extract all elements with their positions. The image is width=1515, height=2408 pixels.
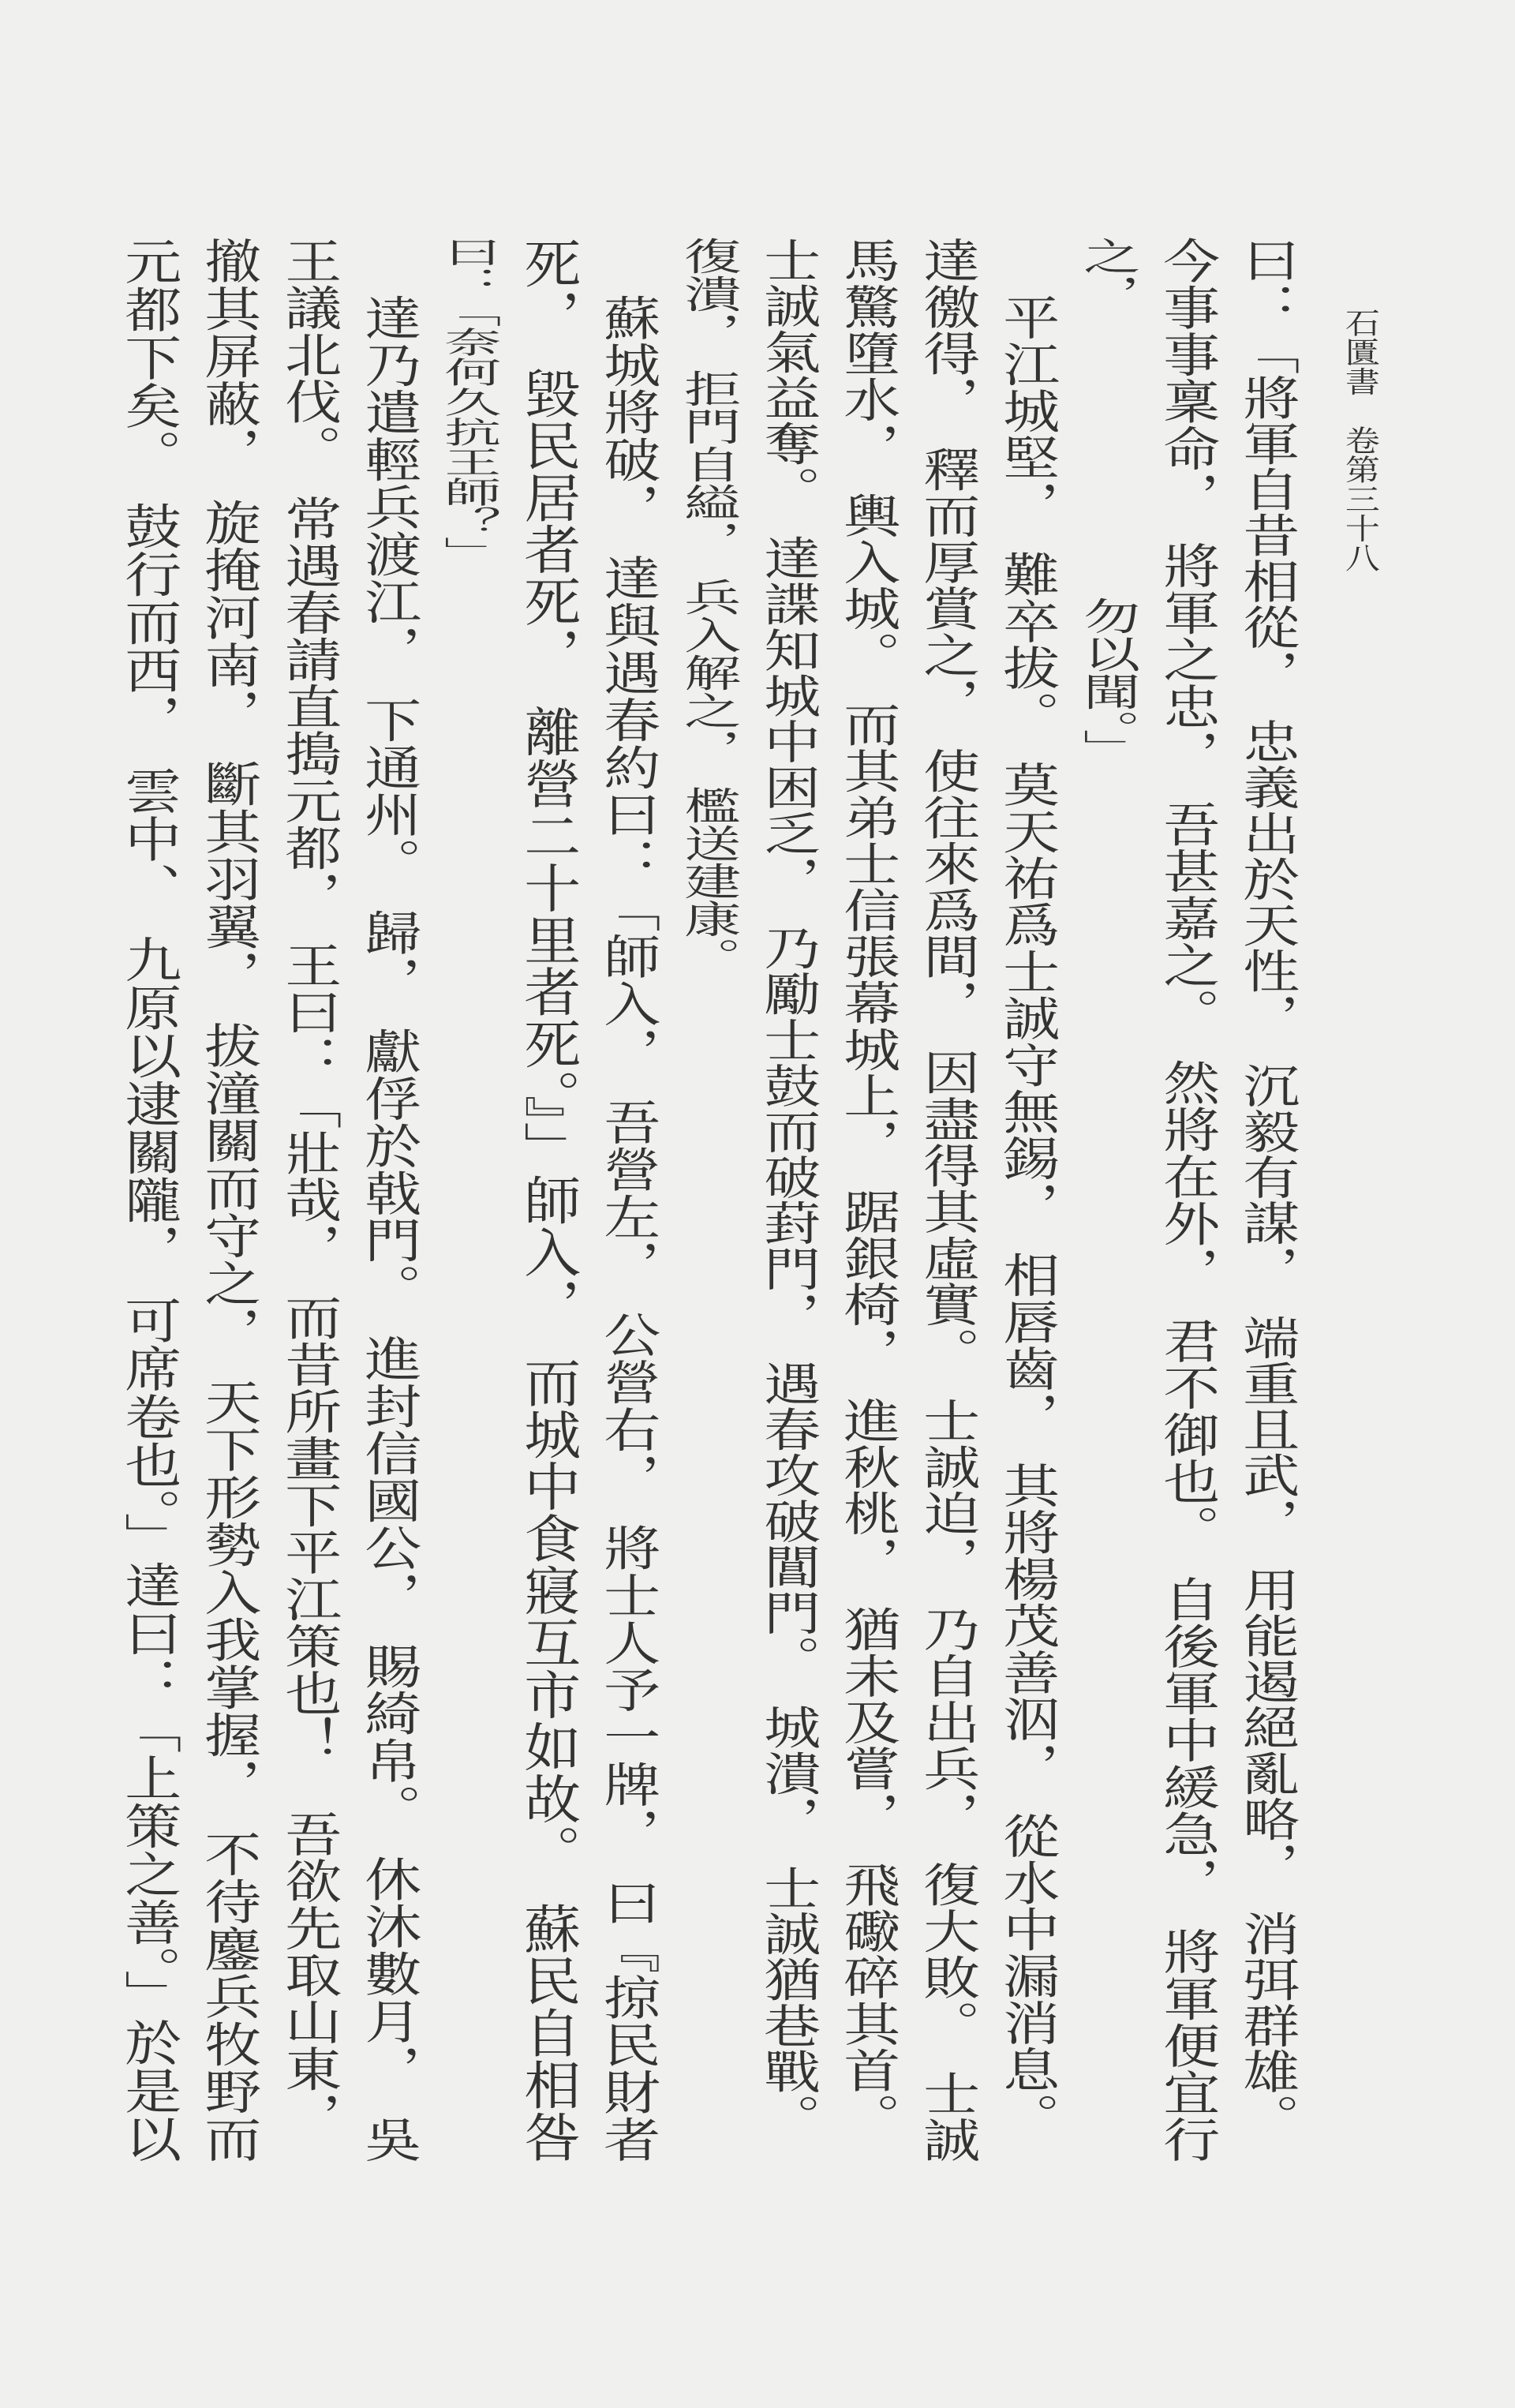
text-column-2: 今事事稟命， 將軍之忠， 吾甚嘉之。 然將在外， 君不御也。 自後軍中緩急， 將軍便宜行 [1155, 237, 1220, 2163]
text-column-15: 元都下矣。 鼓行而西， 雲中、 九原以逮關隴， 可席卷也。」達曰：「上策之善。」於是以 [117, 237, 181, 2163]
text-column-9: 蘇城將破， 達與遇春約曰：「師入， 吾營左， 公營右， 將士人予一牌， 曰『掠民財者 [596, 294, 660, 2163]
text-column-4: 平江城堅， 難卒拔。 莫天祐爲士誠守無錫， 相唇齒， 其將楊茂善泅， 從水中漏消息。 [995, 294, 1060, 2163]
text-column-14: 撤其屏蔽， 旋掩河南， 斷其羽翼， 拔潼關而守之， 天下形勢入我掌握， 不待鏖兵牧野而 [196, 237, 261, 2163]
text-column-11: 曰：「奈何久抗王師？」 [436, 237, 501, 567]
text-column-1: 曰：「將軍自昔相從， 忠義出於天性， 沉毅有謀， 端重且武， 用能遏絕亂略， 消弭群雄。 [1235, 237, 1300, 2163]
text-column-8: 復潰， 拒門自縊， 兵入解之， 檻送建康。 [675, 237, 740, 994]
text-column-10: 死， 毀民居者死， 離營二十里者死。』」師入， 而城中食寢互市如故。 蘇民自相咎 [516, 237, 581, 2163]
text-column-13: 王議北伐。 常遇春請直搗元都， 王曰：「壯哉， 而昔所畫下平江策也！ 吾欲先取山東， [276, 237, 341, 2163]
text-column-7: 士誠氣益奪。 達諜知城中困乏， 乃勵士鼓而破葑門， 遇春攻破閶門。 城潰， 士誠猶巷戰。 [756, 237, 821, 2163]
text-column-12: 達乃遣輕兵渡江， 下通州。 歸， 獻俘於戟門。 進封信國公， 賜綺帛。 休沐數月， 吳 [357, 294, 421, 2163]
text-column-6: 馬驚墮水， 輿入城。 而其弟士信張幕城上， 踞銀椅， 進秋桃， 猶未及嘗， 飛礮碎其首。 [836, 237, 900, 2163]
text-column-3: 之， 勿以聞。」 [1075, 237, 1139, 767]
text-column-5: 達徼得， 釋而厚賞之， 使往來爲間， 因盡得其虛實。 士誠迫， 乃自出兵， 復大敗。 士誠 [915, 237, 980, 2163]
running-title: 石匱書 卷第三十八 [1340, 308, 1380, 572]
